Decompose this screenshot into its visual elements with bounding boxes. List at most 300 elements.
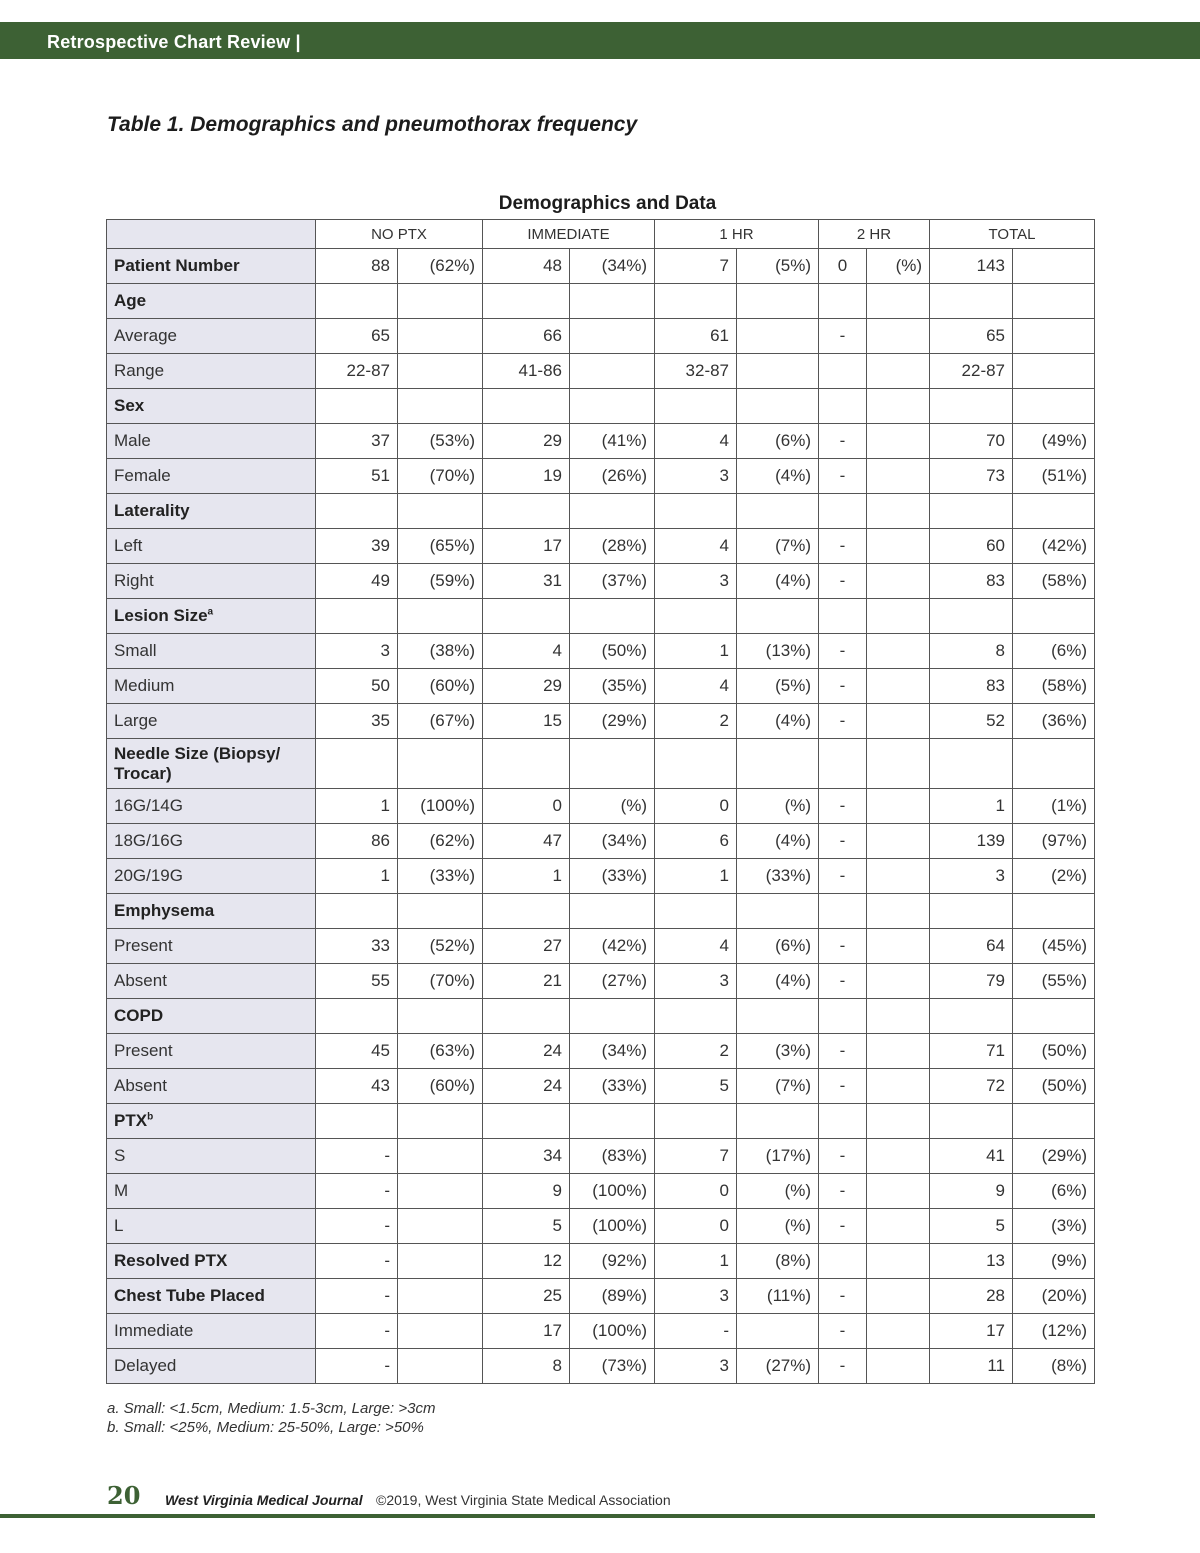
- percent-cell: [867, 494, 930, 529]
- percent-cell: (42%): [570, 929, 655, 964]
- percent-cell: (100%): [570, 1209, 655, 1244]
- percent-cell: (33%): [570, 859, 655, 894]
- table-row: [107, 249, 1095, 284]
- count-cell: 83: [930, 564, 1013, 599]
- running-header-title: Retrospective Chart Review |: [47, 32, 301, 52]
- count-cell: -: [819, 319, 867, 354]
- percent-cell: [398, 319, 483, 354]
- count-cell: [483, 389, 570, 424]
- percent-cell: [867, 319, 930, 354]
- row-label: [107, 564, 316, 599]
- percent-cell: [867, 789, 930, 824]
- count-cell: [930, 739, 1013, 789]
- row-label: [107, 1279, 316, 1314]
- percent-cell: [867, 529, 930, 564]
- count-cell: 37: [316, 424, 398, 459]
- count-cell: 50: [316, 669, 398, 704]
- table-row: [107, 424, 1095, 459]
- percent-cell: [867, 1244, 930, 1279]
- table-row: [107, 354, 1095, 389]
- percent-cell: (%): [737, 1209, 819, 1244]
- percent-cell: [570, 319, 655, 354]
- count-cell: 2: [655, 1034, 737, 1069]
- percent-cell: [398, 1174, 483, 1209]
- table-row: [107, 1209, 1095, 1244]
- percent-cell: [867, 1349, 930, 1384]
- percent-cell: (70%): [398, 964, 483, 999]
- percent-cell: (49%): [1013, 424, 1095, 459]
- percent-cell: (34%): [570, 824, 655, 859]
- count-cell: -: [819, 424, 867, 459]
- row-label: [107, 669, 316, 704]
- count-cell: 3: [655, 1279, 737, 1314]
- percent-cell: [737, 319, 819, 354]
- percent-cell: (50%): [570, 634, 655, 669]
- count-cell: [316, 1104, 398, 1139]
- row-label: [107, 789, 316, 824]
- percent-cell: (29%): [570, 704, 655, 739]
- count-cell: [819, 389, 867, 424]
- count-cell: [819, 1104, 867, 1139]
- count-cell: 24: [483, 1069, 570, 1104]
- percent-cell: (92%): [570, 1244, 655, 1279]
- row-label: [107, 459, 316, 494]
- count-cell: 66: [483, 319, 570, 354]
- count-cell: 12: [483, 1244, 570, 1279]
- row-label-text: Age: [114, 291, 147, 310]
- percent-cell: [398, 739, 483, 789]
- table-row: [107, 1174, 1095, 1209]
- percent-cell: (50%): [1013, 1069, 1095, 1104]
- count-cell: 28: [930, 1279, 1013, 1314]
- count-cell: 29: [483, 669, 570, 704]
- percent-cell: (42%): [1013, 529, 1095, 564]
- percent-cell: [398, 599, 483, 634]
- percent-cell: (4%): [737, 704, 819, 739]
- corner-cell: [107, 220, 316, 249]
- footer-rule: [0, 1514, 1095, 1518]
- percent-cell: [398, 494, 483, 529]
- row-label: [107, 284, 316, 319]
- percent-cell: (27%): [570, 964, 655, 999]
- row-label-text: Right: [114, 571, 154, 590]
- count-cell: -: [819, 964, 867, 999]
- percent-cell: (6%): [737, 929, 819, 964]
- count-cell: [483, 284, 570, 319]
- count-cell: [819, 739, 867, 789]
- table-row: [107, 999, 1095, 1034]
- copyright-notice: ©2019, West Virginia State Medical Association: [376, 1492, 671, 1508]
- percent-cell: (5%): [737, 249, 819, 284]
- percent-cell: (73%): [570, 1349, 655, 1384]
- table-row: [107, 669, 1095, 704]
- count-cell: [930, 599, 1013, 634]
- percent-cell: [398, 999, 483, 1034]
- count-cell: -: [316, 1139, 398, 1174]
- percent-cell: [1013, 354, 1095, 389]
- row-label-text: Immediate: [114, 1321, 194, 1340]
- percent-cell: [867, 704, 930, 739]
- count-cell: [655, 494, 737, 529]
- row-label-text: Resolved PTX: [114, 1251, 228, 1270]
- column-header-2hr: 2 HR: [819, 220, 930, 249]
- percent-cell: (28%): [570, 529, 655, 564]
- count-cell: [819, 494, 867, 529]
- row-label: [107, 529, 316, 564]
- percent-cell: [867, 424, 930, 459]
- row-label-text: Emphysema: [114, 901, 215, 920]
- count-cell: 70: [930, 424, 1013, 459]
- table-row: [107, 459, 1095, 494]
- row-label-text: Male: [114, 431, 151, 450]
- count-cell: [819, 999, 867, 1034]
- table-heading: Demographics and Data: [498, 193, 717, 214]
- table-body: [107, 249, 1095, 1384]
- count-cell: -: [819, 634, 867, 669]
- percent-cell: [398, 1244, 483, 1279]
- percent-cell: (83%): [570, 1139, 655, 1174]
- percent-cell: [867, 1279, 930, 1314]
- row-label-text: Absent: [114, 971, 167, 990]
- count-cell: -: [819, 669, 867, 704]
- demographics-table: [106, 219, 1095, 1384]
- count-cell: 47: [483, 824, 570, 859]
- count-cell: [316, 494, 398, 529]
- percent-cell: [570, 284, 655, 319]
- count-cell: 33: [316, 929, 398, 964]
- count-cell: -: [819, 1314, 867, 1349]
- count-cell: 60: [930, 529, 1013, 564]
- count-cell: 4: [483, 634, 570, 669]
- percent-cell: (45%): [1013, 929, 1095, 964]
- count-cell: 1: [655, 1244, 737, 1279]
- percent-cell: [867, 669, 930, 704]
- count-cell: 3: [655, 459, 737, 494]
- row-label-text: Lesion Size: [114, 606, 208, 625]
- count-cell: -: [819, 459, 867, 494]
- footnote-marker: a: [207, 606, 214, 618]
- count-cell: [819, 284, 867, 319]
- table-row: [107, 494, 1095, 529]
- percent-cell: [398, 1279, 483, 1314]
- row-label: [107, 599, 316, 634]
- row-label: [107, 964, 316, 999]
- count-cell: 17: [930, 1314, 1013, 1349]
- percent-cell: (4%): [737, 459, 819, 494]
- percent-cell: (4%): [737, 824, 819, 859]
- count-cell: 65: [930, 319, 1013, 354]
- table-row: [107, 634, 1095, 669]
- count-cell: 2: [655, 704, 737, 739]
- count-cell: 4: [655, 669, 737, 704]
- percent-cell: [737, 494, 819, 529]
- percent-cell: (37%): [570, 564, 655, 599]
- row-label-text: Small: [114, 641, 157, 660]
- count-cell: -: [819, 1069, 867, 1104]
- row-label-text: Laterality: [114, 501, 190, 520]
- percent-cell: [867, 599, 930, 634]
- percent-cell: (62%): [398, 249, 483, 284]
- percent-cell: [867, 1314, 930, 1349]
- count-cell: [316, 999, 398, 1034]
- percent-cell: [867, 999, 930, 1034]
- count-cell: 8: [930, 634, 1013, 669]
- percent-cell: (59%): [398, 564, 483, 599]
- count-cell: 7: [655, 249, 737, 284]
- count-cell: 1: [930, 789, 1013, 824]
- row-label: [107, 634, 316, 669]
- percent-cell: (60%): [398, 669, 483, 704]
- percent-cell: [1013, 1104, 1095, 1139]
- percent-cell: (53%): [398, 424, 483, 459]
- percent-cell: (67%): [398, 704, 483, 739]
- count-cell: 86: [316, 824, 398, 859]
- count-cell: [483, 894, 570, 929]
- count-cell: -: [655, 1314, 737, 1349]
- row-label: [107, 1349, 316, 1384]
- table-row: [107, 894, 1095, 929]
- percent-cell: (6%): [1013, 634, 1095, 669]
- row-label: [107, 494, 316, 529]
- count-cell: [316, 284, 398, 319]
- percent-cell: (100%): [398, 789, 483, 824]
- count-cell: 83: [930, 669, 1013, 704]
- percent-cell: (17%): [737, 1139, 819, 1174]
- count-cell: -: [316, 1349, 398, 1384]
- count-cell: 13: [930, 1244, 1013, 1279]
- percent-cell: [737, 389, 819, 424]
- percent-cell: (7%): [737, 1069, 819, 1104]
- count-cell: [655, 284, 737, 319]
- percent-cell: [398, 1104, 483, 1139]
- count-cell: 79: [930, 964, 1013, 999]
- row-label: [107, 1069, 316, 1104]
- percent-cell: [867, 284, 930, 319]
- percent-cell: (55%): [1013, 964, 1095, 999]
- count-cell: [930, 389, 1013, 424]
- count-cell: -: [819, 1349, 867, 1384]
- row-label-text: Chest Tube Placed: [114, 1286, 265, 1305]
- count-cell: 1: [316, 859, 398, 894]
- row-label-text: Delayed: [114, 1356, 177, 1375]
- row-label: [107, 704, 316, 739]
- count-cell: 0: [655, 789, 737, 824]
- row-label: [107, 1139, 316, 1174]
- footnote-b: b. Small: <25%, Medium: 25-50%, Large: >50%: [107, 1419, 424, 1436]
- row-label-text: Medium: [114, 676, 175, 695]
- percent-cell: (%): [737, 789, 819, 824]
- footnote-marker: b: [147, 1111, 154, 1123]
- count-cell: 4: [655, 529, 737, 564]
- row-label-text: L: [114, 1216, 124, 1235]
- percent-cell: [398, 389, 483, 424]
- percent-cell: (13%): [737, 634, 819, 669]
- count-cell: [655, 389, 737, 424]
- count-cell: [930, 284, 1013, 319]
- count-cell: [655, 1104, 737, 1139]
- count-cell: -: [316, 1314, 398, 1349]
- count-cell: 19: [483, 459, 570, 494]
- percent-cell: (33%): [737, 859, 819, 894]
- row-label-text: 18G/16G: [114, 831, 183, 850]
- percent-cell: (4%): [737, 564, 819, 599]
- table-row: [107, 599, 1095, 634]
- row-label: [107, 319, 316, 354]
- count-cell: [819, 1244, 867, 1279]
- percent-cell: (7%): [737, 529, 819, 564]
- percent-cell: [1013, 249, 1095, 284]
- count-cell: 49: [316, 564, 398, 599]
- count-cell: 27: [483, 929, 570, 964]
- count-cell: -: [819, 529, 867, 564]
- count-cell: 5: [930, 1209, 1013, 1244]
- row-label: [107, 1244, 316, 1279]
- percent-cell: [867, 354, 930, 389]
- column-header-no-ptx: NO PTX: [316, 220, 483, 249]
- count-cell: 43: [316, 1069, 398, 1104]
- count-cell: -: [819, 564, 867, 599]
- count-cell: -: [819, 704, 867, 739]
- percent-cell: (33%): [398, 859, 483, 894]
- count-cell: 31: [483, 564, 570, 599]
- percent-cell: (2%): [1013, 859, 1095, 894]
- count-cell: [819, 354, 867, 389]
- percent-cell: [737, 739, 819, 789]
- row-label-text: COPD: [114, 1006, 164, 1025]
- count-cell: 32-87: [655, 354, 737, 389]
- percent-cell: (33%): [570, 1069, 655, 1104]
- count-cell: -: [819, 1034, 867, 1069]
- count-cell: 72: [930, 1069, 1013, 1104]
- percent-cell: (58%): [1013, 669, 1095, 704]
- count-cell: 11: [930, 1349, 1013, 1384]
- percent-cell: (26%): [570, 459, 655, 494]
- percent-cell: [398, 284, 483, 319]
- row-label-text: 20G/19G: [114, 866, 183, 885]
- row-label: [107, 894, 316, 929]
- count-cell: 48: [483, 249, 570, 284]
- percent-cell: (9%): [1013, 1244, 1095, 1279]
- table-row: [107, 1279, 1095, 1314]
- percent-cell: [398, 354, 483, 389]
- percent-cell: (52%): [398, 929, 483, 964]
- percent-cell: [867, 564, 930, 599]
- count-cell: -: [819, 1279, 867, 1314]
- percent-cell: [867, 739, 930, 789]
- row-label: [107, 999, 316, 1034]
- row-label: [107, 739, 316, 789]
- percent-cell: (11%): [737, 1279, 819, 1314]
- column-header-row: [107, 220, 1095, 249]
- count-cell: [316, 389, 398, 424]
- table-row: [107, 1244, 1095, 1279]
- count-cell: -: [819, 1209, 867, 1244]
- row-label: [107, 389, 316, 424]
- percent-cell: (60%): [398, 1069, 483, 1104]
- table-row: [107, 529, 1095, 564]
- count-cell: 9: [483, 1174, 570, 1209]
- percent-cell: (1%): [1013, 789, 1095, 824]
- percent-cell: [570, 739, 655, 789]
- count-cell: 1: [316, 789, 398, 824]
- percent-cell: [867, 929, 930, 964]
- count-cell: 24: [483, 1034, 570, 1069]
- count-cell: [483, 599, 570, 634]
- percent-cell: (97%): [1013, 824, 1095, 859]
- percent-cell: (29%): [1013, 1139, 1095, 1174]
- table-row: [107, 704, 1095, 739]
- percent-cell: [867, 634, 930, 669]
- percent-cell: (8%): [737, 1244, 819, 1279]
- percent-cell: [867, 859, 930, 894]
- percent-cell: (89%): [570, 1279, 655, 1314]
- percent-cell: [737, 284, 819, 319]
- count-cell: -: [819, 929, 867, 964]
- table-row: [107, 964, 1095, 999]
- row-label: [107, 1209, 316, 1244]
- percent-cell: (51%): [1013, 459, 1095, 494]
- count-cell: 0: [483, 789, 570, 824]
- percent-cell: [570, 999, 655, 1034]
- count-cell: [483, 739, 570, 789]
- count-cell: 3: [930, 859, 1013, 894]
- count-cell: [316, 599, 398, 634]
- percent-cell: (3%): [737, 1034, 819, 1069]
- count-cell: 0: [655, 1209, 737, 1244]
- table-row: [107, 1314, 1095, 1349]
- percent-cell: [867, 894, 930, 929]
- count-cell: 41-86: [483, 354, 570, 389]
- count-cell: [930, 894, 1013, 929]
- row-label-text: Absent: [114, 1076, 167, 1095]
- count-cell: [819, 599, 867, 634]
- count-cell: 35: [316, 704, 398, 739]
- count-cell: 3: [655, 964, 737, 999]
- percent-cell: [1013, 389, 1095, 424]
- row-label: [107, 424, 316, 459]
- count-cell: 139: [930, 824, 1013, 859]
- count-cell: 4: [655, 424, 737, 459]
- row-label-text: Range: [114, 361, 165, 380]
- percent-cell: [1013, 599, 1095, 634]
- table-row: [107, 1349, 1095, 1384]
- count-cell: 17: [483, 1314, 570, 1349]
- column-header-total: TOTAL: [930, 220, 1095, 249]
- count-cell: 3: [316, 634, 398, 669]
- count-cell: 4: [655, 929, 737, 964]
- count-cell: 1: [483, 859, 570, 894]
- row-label: [107, 929, 316, 964]
- count-cell: 29: [483, 424, 570, 459]
- count-cell: 71: [930, 1034, 1013, 1069]
- count-cell: 22-87: [316, 354, 398, 389]
- percent-cell: (41%): [570, 424, 655, 459]
- percent-cell: [398, 894, 483, 929]
- table-row: [107, 1139, 1095, 1174]
- count-cell: 1: [655, 634, 737, 669]
- percent-cell: (58%): [1013, 564, 1095, 599]
- count-cell: 88: [316, 249, 398, 284]
- count-cell: [819, 894, 867, 929]
- count-cell: 9: [930, 1174, 1013, 1209]
- percent-cell: [570, 354, 655, 389]
- table-caption: Table 1. Demographics and pneumothorax frequency: [107, 113, 638, 136]
- percent-cell: (5%): [737, 669, 819, 704]
- count-cell: 65: [316, 319, 398, 354]
- count-cell: -: [819, 1139, 867, 1174]
- count-cell: -: [819, 859, 867, 894]
- count-cell: 34: [483, 1139, 570, 1174]
